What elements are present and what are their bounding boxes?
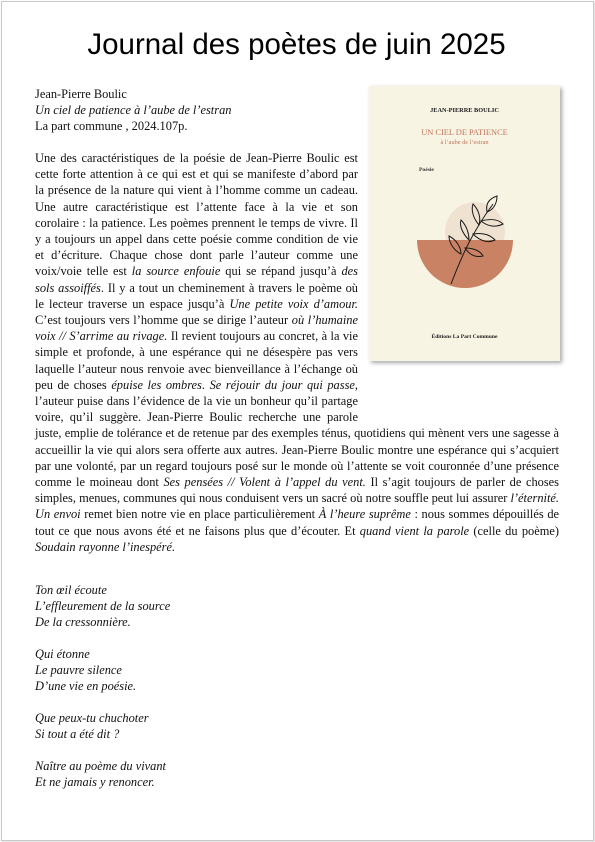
poem-line: Le pauvre silence: [35, 663, 122, 677]
cover-author: JEAN-PIERRE BOULIC: [430, 107, 499, 114]
poem-stanza: [35, 710, 170, 742]
book-publisher: La part commune , 2024.107p.: [35, 119, 188, 133]
poem-line: Naître au poème du vivant: [35, 759, 166, 773]
book-reference: [35, 86, 231, 134]
poem-line: L’effleurement de la source: [35, 599, 171, 613]
cover-publisher: Éditions La Part Commune: [431, 334, 498, 340]
poem-stanza: [35, 582, 170, 630]
book-title: Un ciel de patience à l’aube de l’estran: [35, 103, 232, 117]
poem-line: Si tout a été dit ?: [35, 727, 120, 741]
cover-genre: Poésie: [419, 167, 434, 173]
cover-subtitle: à l’aube de l’estran: [440, 139, 489, 146]
poem-excerpt: [35, 582, 170, 806]
poem-line: D’une vie en poésie.: [35, 679, 137, 693]
review-body: [35, 150, 559, 555]
poem-line: Que peux-tu chuchoter: [35, 711, 149, 725]
book-author: Jean-Pierre Boulic: [35, 87, 127, 101]
cover-title: UN CIEL DE PATIENCE: [421, 128, 508, 137]
poem-line: Ton œil écoute: [35, 583, 107, 597]
review-paragraph: Une des caractéristiques de la poésie de Jean-Pierre Boulic est cette forte attention à ce qui est et qui se manifeste d’abord par la présence de la nature qui vient à l’homme comme un cadeau. Une autre caractéristique est l’attente face à la vie et son corolaire : la patience. Les poèmes prennent le temps de vivre. Il y a toujours un appel dans cette poésie comme condition de vie et d’écriture. Chaque chose dont parle l’auteur comme une voix/voie telle est la source enfouie qui se répand jusqu’à des sols assoiffés. Il y a tout un cheminement à travers le poème où le lecteur traverse un espace jusqu’à Une petite voix d’amour. C’est toujours vers l’homme que se dirige l’auteur où l’humaine voix // S’arrime au rivage. Il revient toujours au concret, à la vie simple et profonde, à une espérance qui ne désespère pas vers laquelle l’auteur nous renvoie avec bienveillance à l’échange où peu de choses épuise les ombres. Se réjouir du jour qui passe, l’auteur puise dans l’évidence de la vie un bonheur qu’il partage voire, qu’il suggère. Jean-Pierre Boulic recherche une parole juste, emplie de tolérance et de retenue par des exemples ténus, quotidiens qui mènent vers une sagesse à accueillir la vie qui alors sera offerte aux autres. Jean-Pierre Boulic montre une espérance qui s’acquiert par une volonté, par un regard toujours posé sur le monde où l’attente se voit couronnée d’une présence comme le moineau dont Ses pensées // Volent à l’appel du vent. Il s’agit toujours de parler de choses simples, menues, communes qui nous conduisent vers un sacré où notre souffle peut lui assurer l’éternité. Un envoi remet bien notre vie en place particulièrement À l’heure suprême : nous sommes dépouillés de tout ce que nous avons été et ne faisons plus que d’écouter. Et quand vient la parole (celle du poème) Soudain rayonne l’inespéré.: [35, 151, 560, 554]
poem-line: De la cressonnière.: [35, 615, 131, 629]
page-title: Journal des poètes de juin 2025: [87, 28, 506, 61]
poem-stanza: [35, 646, 170, 694]
poem-line: Qui étonne: [35, 647, 90, 661]
poem-line: Et ne jamais y renoncer.: [35, 775, 155, 789]
poem-stanza: [35, 758, 170, 790]
